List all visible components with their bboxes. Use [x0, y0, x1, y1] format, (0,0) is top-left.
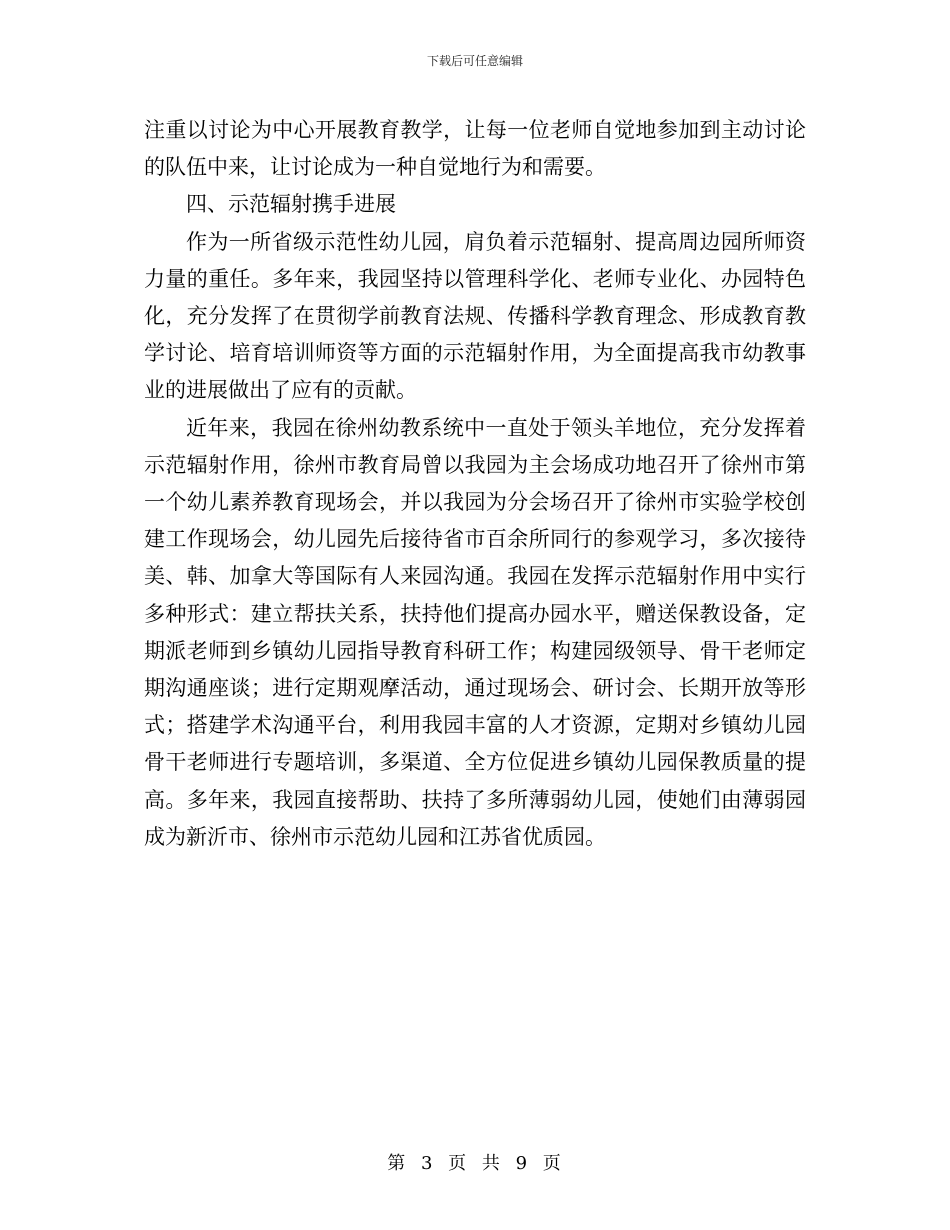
paragraph: 作为一所省级示范性幼儿园，肩负着示范辐射、提高周边园所师资力量的重任。多年来，我园坚持以管理科学化、老师专业化、办园特色化，充分发挥了在贯彻学前教育法规、传播科学教育理念、形成教育教学讨论、培育培训师资等方面的示范辐射作用，为全面提高我市幼教事业的进展做出了应有的贡献。 [144, 229, 806, 403]
paragraph-continuation: 注重以讨论为中心开展教育教学，让每一位老师自觉地参加到主动讨论的队伍中来，让讨论成为一种自觉地行为和需要。 [144, 118, 806, 180]
page-number: 第 3 页 共 9 页 [387, 1153, 563, 1174]
document-body [144, 112, 806, 856]
page-header: 下载后可任意编辑 [426, 54, 523, 68]
section-heading: 四、示范辐射携手进展 [186, 192, 396, 217]
paragraph: 近年来，我园在徐州幼教系统中一直处于领头羊地位，充分发挥着示范辐射作用，徐州市教育局曾以我园为主会场成功地召开了徐州市第一个幼儿素养教育现场会，并以我园为分会场召开了徐州市实验学校创建工作现场会，幼儿园先后接待省市百余所同行的参观学习，多次接待美、韩、加拿大等国际有人来园沟通。我园在发挥示范辐射作用中实行多种形式：建立帮扶关系，扶持他们提高办园水平，赠送保教设备，定期派老师到乡镇幼儿园指导教育科研工作；构建园级领导、骨干老师定期沟通座谈；进行定期观摩活动，通过现场会、研讨会、长期开放等形式；搭建学术沟通平台，利用我园丰富的人才资源，定期对乡镇幼儿园骨干老师进行专题培训，多渠道、全方位促进乡镇幼儿园保教质量的提高。多年来，我园直接帮助、扶持了多所薄弱幼儿园，使她们由薄弱园成为新沂市、徐州市示范幼儿园和江苏省优质园。 [144, 415, 806, 849]
